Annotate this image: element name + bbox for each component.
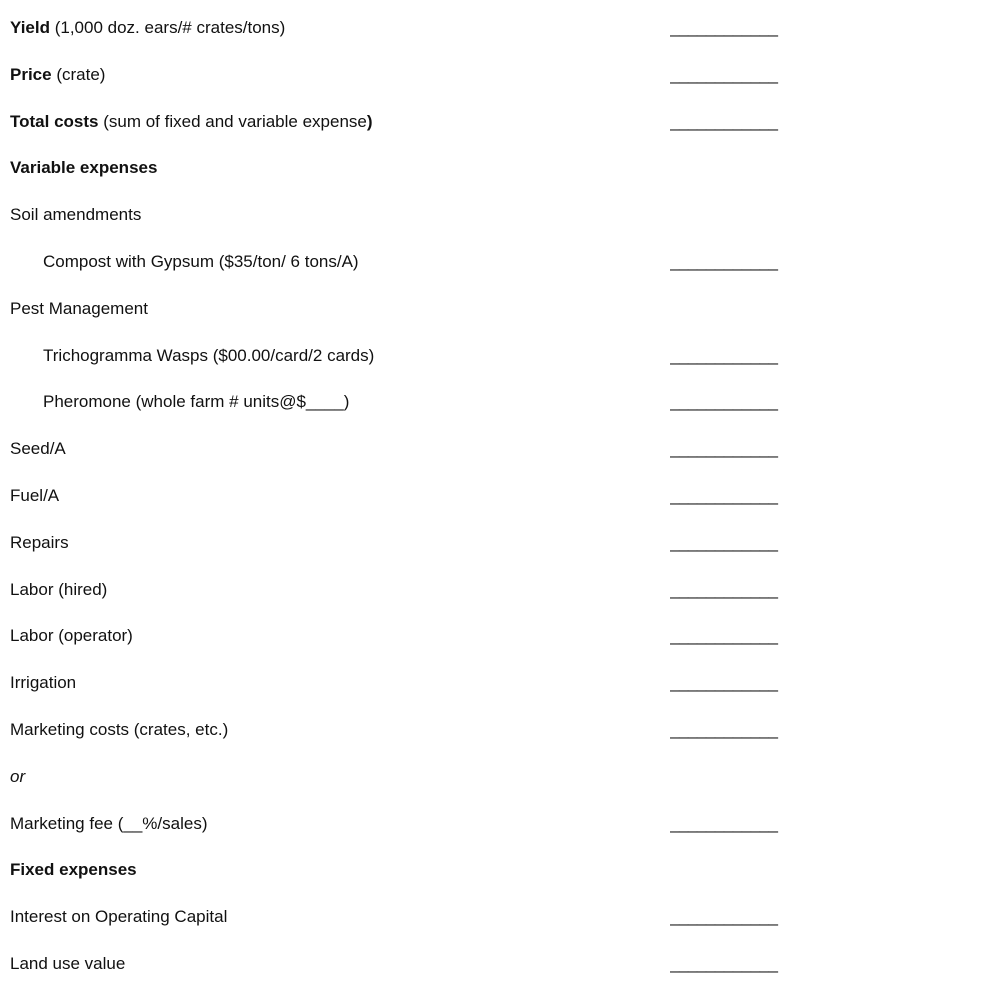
row-label-text: (sum of fixed and variable expense (98, 111, 367, 131)
row-compost (10, 248, 800, 276)
row-label (10, 669, 76, 697)
row-label (10, 388, 349, 416)
row-label (10, 856, 137, 884)
row-label (10, 14, 285, 42)
row-label (10, 108, 373, 136)
row-label-text: Irrigation (10, 673, 77, 693)
row-interest (10, 903, 800, 931)
row-label (10, 342, 374, 370)
row-label-text: Land use value (10, 954, 126, 973)
row-or (10, 763, 800, 791)
fill-in-blank-line[interactable]: ____________ (670, 486, 778, 505)
row-yield (10, 14, 800, 42)
row-label-text: Pest Management (10, 298, 148, 318)
row-label-text: Soil amendments (10, 205, 142, 225)
fill-in-blank-line[interactable]: ____________ (670, 532, 778, 552)
row-label-bold: Fixed expenses (10, 860, 137, 880)
row-labor-hired (10, 576, 800, 604)
row-label (10, 61, 105, 89)
row-label-bold: Total costs (10, 111, 99, 131)
fill-in-blank-line[interactable]: ____________ (670, 252, 778, 271)
row-label-text: Compost with Gypsum ($35/ton/ 6 tons/A) (43, 252, 359, 271)
row-label-text: Pheromone (whole farm # units@$____) (43, 392, 350, 412)
row-label (10, 576, 107, 604)
row-label-bold: Price (10, 64, 52, 84)
row-pest-management (10, 295, 800, 323)
fill-in-blank-line[interactable]: ____________ (670, 720, 778, 739)
row-label-bold: Variable expenses (10, 158, 158, 178)
row-label-bold-suffix: ) (366, 111, 373, 131)
row-label-text: (1,000 doz. ears/# crates/tons) (50, 18, 286, 37)
row-marketing-fee (10, 810, 800, 838)
fill-in-blank-line[interactable]: ____________ (670, 64, 778, 84)
row-label (10, 763, 25, 791)
row-label-italic: or (10, 766, 26, 786)
row-label-text: Marketing costs (crates, etc.) (10, 720, 229, 739)
row-marketing-costs (10, 716, 800, 744)
row-label (10, 529, 69, 557)
row-label (10, 201, 141, 229)
row-label-text: Repairs (10, 532, 69, 552)
row-label-text: Labor (hired) (10, 579, 108, 599)
row-land-use (10, 950, 800, 978)
row-variable-expenses-heading (10, 154, 800, 182)
row-label (10, 622, 133, 650)
row-seed (10, 435, 800, 463)
fill-in-blank-line[interactable]: ____________ (670, 579, 778, 599)
row-soil-amendments (10, 201, 800, 229)
row-label-text: Labor (operator) (10, 626, 133, 646)
row-label (10, 903, 227, 931)
row-label-text: Marketing fee (__%/sales) (10, 813, 208, 833)
row-label-bold: Yield (10, 18, 50, 37)
row-price (10, 61, 800, 89)
row-label-text: Seed/A (10, 439, 66, 459)
row-labor-operator (10, 622, 800, 650)
fill-in-blank-line[interactable]: ____________ (670, 954, 778, 973)
fill-in-blank-line[interactable]: ____________ (670, 626, 778, 646)
fill-in-blank-line[interactable]: ____________ (670, 439, 778, 459)
row-trichogramma (10, 342, 800, 370)
row-label-text: Trichogramma Wasps ($00.00/card/2 cards) (43, 345, 375, 365)
fill-in-blank-line[interactable]: ____________ (670, 673, 778, 693)
row-label (10, 154, 157, 182)
row-label (10, 295, 148, 323)
fill-in-blank-line[interactable]: ____________ (670, 345, 778, 365)
row-label (10, 435, 66, 463)
row-fixed-expenses-heading (10, 856, 800, 884)
row-label (10, 716, 228, 744)
row-total-costs (10, 108, 800, 136)
row-label (10, 950, 125, 978)
fill-in-blank-line[interactable]: ____________ (670, 392, 778, 412)
row-label-text: (crate) (51, 64, 106, 84)
fill-in-blank-line[interactable]: ____________ (670, 111, 778, 131)
row-repairs (10, 529, 800, 557)
fill-in-blank-line[interactable]: ____________ (670, 813, 778, 833)
row-label (10, 482, 59, 510)
row-pheromone (10, 388, 800, 416)
row-label-text: Interest on Operating Capital (10, 907, 228, 927)
fill-in-blank-line[interactable]: ____________ (670, 907, 778, 927)
row-fuel (10, 482, 800, 510)
row-irrigation (10, 669, 800, 697)
fill-in-blank-line[interactable]: ____________ (670, 18, 778, 37)
row-label (10, 810, 207, 838)
row-label-text: Fuel/A (10, 486, 60, 505)
row-label (10, 248, 359, 276)
